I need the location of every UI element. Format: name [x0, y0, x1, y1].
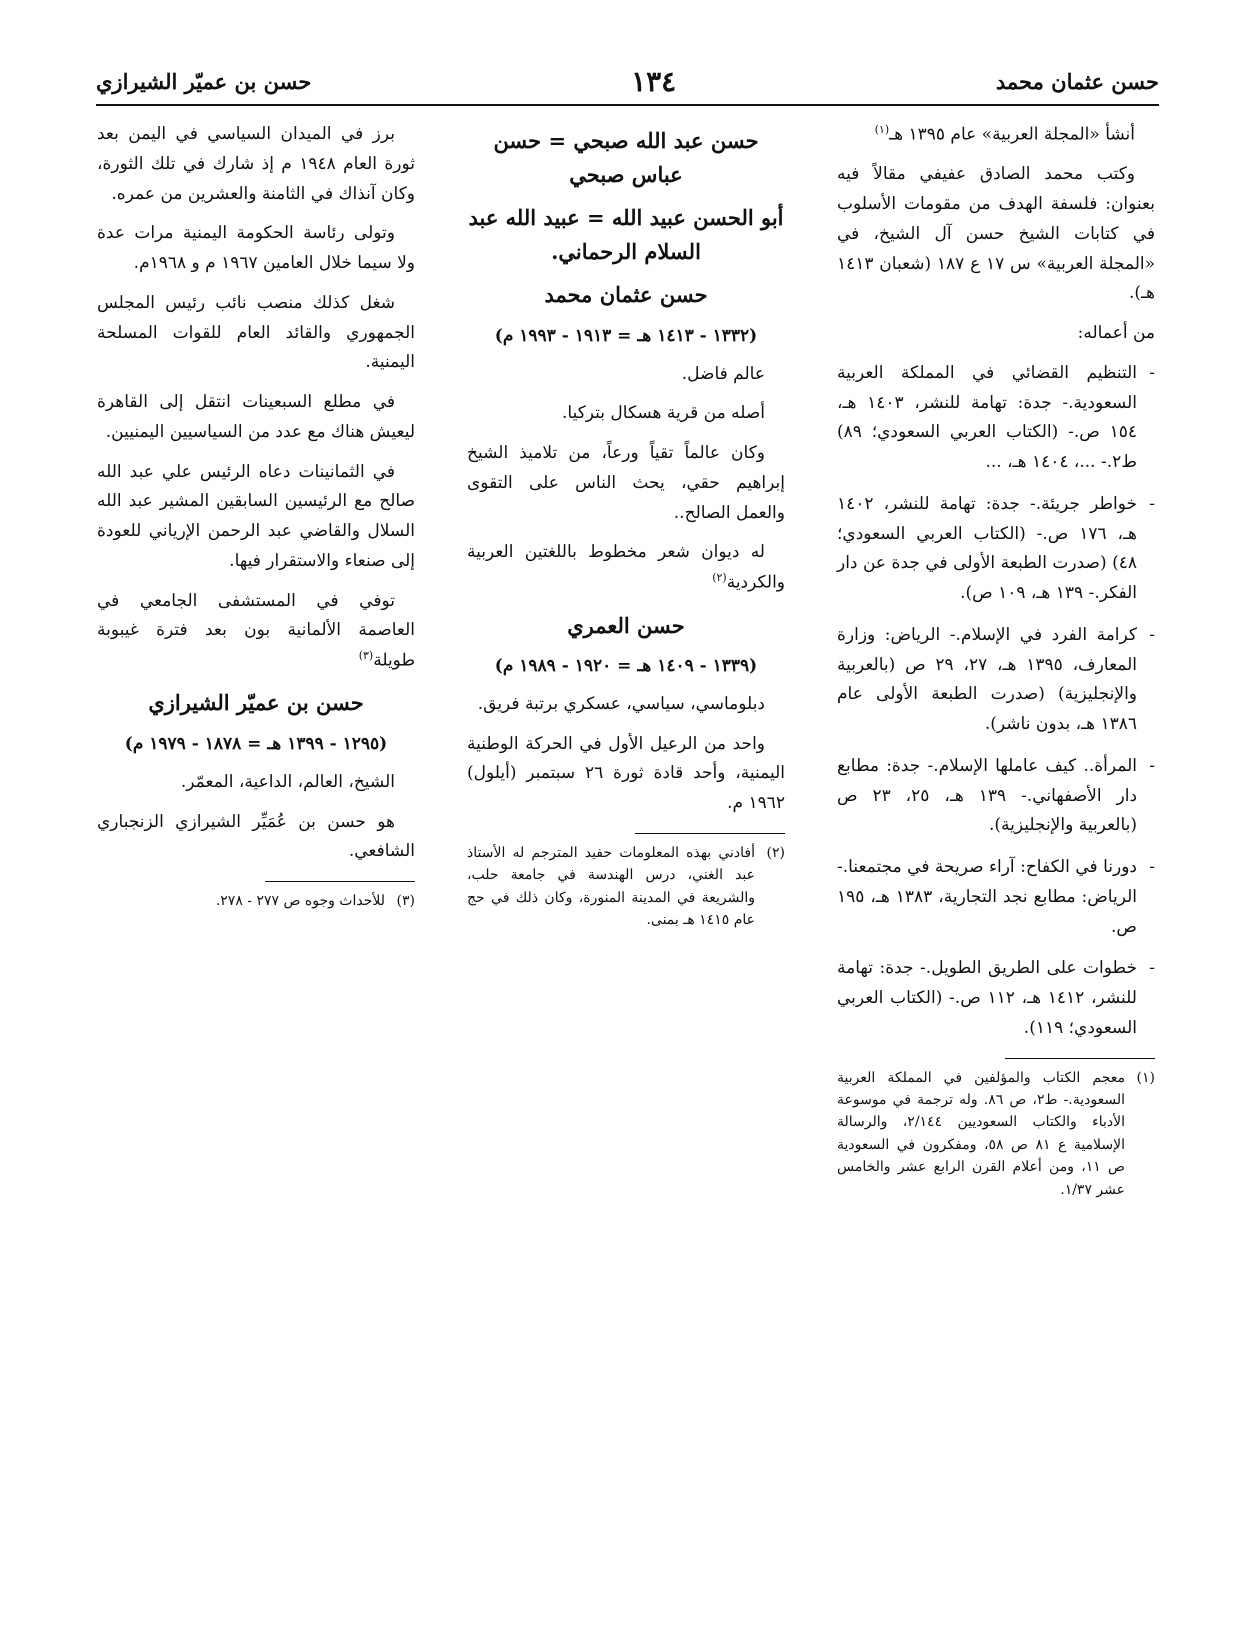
list-item: - خواطر جريئة.- جدة: تهامة للنشر، ١٤٠٢ هـ، ١٧٦ ص.- (الكتاب العربي السعودي؛ ٤٨) (صدرت الطبعة الأولى في جدة عن دار الفكر.- ١٣٩ هـ، ١٠٩ ص).	[837, 490, 1155, 609]
column-right	[837, 120, 1155, 1207]
running-title-left: حسن بن عميّر الشيرازي	[96, 68, 312, 94]
cross-reference: أبو الحسن عبيد الله = عبيد الله عبد السلام الرحماني.	[468, 205, 784, 264]
paragraph: له ديوان شعر مخطوط باللغتين العربية والكردية$^{(٢)}$	[467, 542, 785, 593]
page-number: ١٣٤	[631, 64, 677, 98]
running-title-right: حسن عثمان محمد	[995, 68, 1159, 94]
list-item: - خطوات على الطريق الطويل.- جدة: تهامة للنشر، ١٤١٢ هـ، ١١٢ ص.- (الكتاب العربي السعودي؛ ١١٩).	[837, 954, 1155, 1043]
paragraph: أنشأ «المجلة العربية» عام ١٣٩٥ هـ$^{(١)}$	[874, 123, 1135, 145]
paragraph: عالم فاضل.	[681, 363, 765, 384]
footnote-number: (٢)	[766, 844, 785, 861]
entry-title: حسن عثمان محمد	[544, 282, 708, 308]
paragraph: واحد من الرعيل الأول في الحركة الوطنية اليمنية، وأحد قادة ثورة ٢٦ سبتمبر (أيلول) ١٩٦٢ م.	[467, 733, 785, 814]
list-item: - المرأة.. كيف عاملها الإسلام.- جدة: مطابع دار الأصفهاني.- ١٣٩ هـ، ٢٥، ٢٣ ص (بالعربية والإنجليزية).	[837, 752, 1155, 841]
footnote	[97, 890, 415, 912]
paragraph: برز في الميدان السياسي في اليمن بعد ثورة العام ١٩٤٨ م إذ شارك في تلك الثورة، وكان آنذاك في الثامنة والعشرين من عمره.	[97, 124, 415, 204]
column-left	[97, 120, 415, 918]
footnote-ref: (١)	[874, 123, 890, 136]
paragraph: شغل كذلك منصب نائب رئيس المجلس الجمهوري والقائد العام للقوات المسلحة اليمنية.	[97, 292, 415, 373]
cross-reference: حسن عبد الله صبحي = حسن عباس صبحي	[493, 128, 759, 187]
paragraph: وتولى رئاسة الحكومة اليمنية مرات عدة ولا سيما خلال العامين ١٩٦٧ م و ١٩٦٨م.	[97, 223, 415, 273]
list-item: - التنظيم القضائي في المملكة العربية السعودية.- جدة: تهامة للنشر، ١٤٠٣ هـ، ١٥٤ ص.- (الكتاب العربي السعودي؛ ٨٩) ط٢.- ...، ١٤٠٤ هـ، ...	[837, 359, 1155, 478]
footnote-ref: (٣)	[358, 649, 374, 662]
paragraph: في الثمانينات دعاه الرئيس علي عبد الله صالح مع الرئيسين السابقين المشير عبد الله السلال والقاضي عبد الرحمن الإرياني للعودة إلى صنعاء والاستقرار فيها.	[97, 461, 415, 571]
paragraph: في مطلع السبعينات انتقل إلى القاهرة ليعيش هناك مع عدد من السياسيين اليمنيين.	[97, 392, 415, 442]
works-heading: من أعماله:	[1077, 323, 1155, 344]
footnote-divider	[265, 881, 415, 882]
page-header	[96, 58, 1159, 106]
paragraph: هو حسن بن عُمَيِّر الشيرازي الزنجباري الشافعي.	[97, 811, 415, 862]
footnote-divider	[635, 833, 785, 834]
footnote-text: للأحداث وجوه ص ٢٧٧ - ٢٧٨.	[215, 893, 385, 909]
entry-title: حسن بن عميّر الشيرازي	[148, 690, 364, 716]
entry-title: حسن العمري	[567, 612, 685, 638]
footnote-text: معجم الكتاب والمؤلفين في المملكة العربية السعودية.- ط٢، ص ٨٦. وله ترجمة في موسوعة الأدباء والكتاب السعوديين ٢/١٤٤، والرسالة الإسلامية ع ٨١ ص ٥٨، ومفكرون في السعودية ص ١١، ومن أعلام القرن الرابع عشر والخامس عشر ١/٣٧.	[837, 1069, 1126, 1198]
paragraph: وكتب محمد الصادق عفيفي مقالاً فيه بعنوان: فلسفة الهدف من مقومات الأسلوب في كتابات الشيخ حسن آل الشيخ، في «المجلة العربية» س ١٧ ع ١٨٧ (شعبان ١٤١٣ هـ).	[837, 164, 1156, 304]
paragraph: وكان عالماً تقياً ورعاً، من تلاميذ الشيخ إبراهيم حقي، يحث الناس على التقوى والعمل الصالح..	[467, 443, 785, 523]
column-middle	[467, 120, 785, 938]
entry-dates: (١٢٩٥ - ١٣٩٩ هـ = ١٨٧٨ - ١٩٧٩ م)	[124, 734, 388, 754]
footnote	[467, 842, 785, 932]
footnote-number: (١)	[1136, 1069, 1155, 1086]
paragraph: الشيخ، العالم، الداعية، المعمّر.	[180, 771, 395, 792]
footnote-ref: (٢)	[712, 571, 727, 585]
footnote-text: أفادني بهذه المعلومات حفيد المترجم له الأستاذ عبد الغني، درس الهندسة في جامعة حلب، والشريعة في المدينة المنورة، وكان ذلك في حج عام ١٤١٥ هـ بمنى.	[467, 844, 755, 929]
paragraph: أصله من قرية هسكال بتركيا.	[561, 403, 765, 424]
entry-dates: (١٣٣٢ - ١٤١٣ هـ = ١٩١٣ - ١٩٩٣ م)	[494, 325, 758, 346]
paragraph: توفي في المستشفى الجامعي في العاصمة الألمانية بون بعد فترة غيبوبة طويلة$^{(٣)}$	[97, 590, 415, 671]
footnote-divider	[1005, 1058, 1155, 1059]
works-list	[837, 359, 1155, 1044]
footnote	[837, 1067, 1155, 1201]
list-item: - دورنا في الكفاح: آراء صريحة في مجتمعنا.- الرياض: مطابع نجد التجارية، ١٣٨٣ هـ، ١٩٥ ص.	[837, 853, 1155, 942]
paragraph: دبلوماسي، سياسي، عسكري برتبة فريق.	[477, 693, 765, 714]
entry-dates: (١٣٣٩ - ١٤٠٩ هـ = ١٩٢٠ - ١٩٨٩ م)	[494, 656, 758, 677]
footnote-number: (٣)	[396, 893, 415, 909]
list-item: - كرامة الفرد في الإسلام.- الرياض: وزارة المعارف، ١٣٩٥ هـ، ٢٧، ٢٩ ص (بالعربية والإنجليزية) (صدرت الطبعة الأولى عام ١٣٨٦ هـ، بدون ناشر).	[837, 621, 1155, 740]
